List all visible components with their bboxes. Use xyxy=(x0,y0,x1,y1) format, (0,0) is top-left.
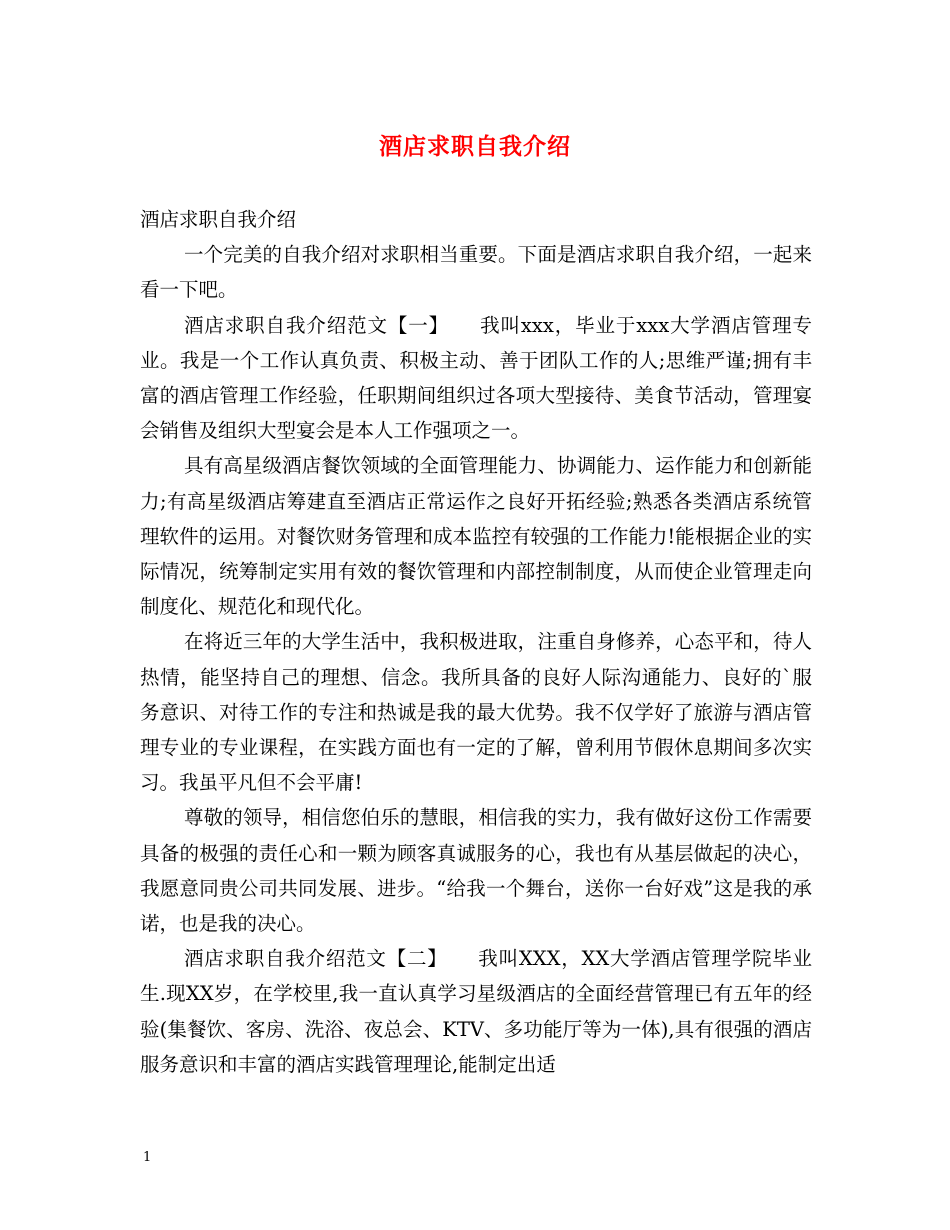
paragraph-intro: 一个完美的自我介绍对求职相当重要。下面是酒店求职自我介绍，一起来看一下吧。 xyxy=(140,243,812,302)
paragraph-abilities: 具有高星级酒店餐饮领域的全面管理能力、协调能力、运作能力和创新能力;有高星级酒店筹建直至酒店正常运作之良好开拓经验;熟悉各类酒店系统管理软件的运用。对餐饮财务管理和成本监控有较强的工作能力!能根据企业的实际情况，统筹制定实用有效的餐饮管理和内部控制制度，从而使企业管理走向制度化、规范化和现代化。 xyxy=(140,454,812,619)
paragraph-sample-two: 酒店求职自我介绍范文【二】 我叫XXX，XX大学酒店管理学院毕业生.现XX岁，在学校里,我一直认真学习星级酒店的全面经营管理已有五年的经验(集餐饮、客房、洗浴、夜总会、KTV、多功能厅等为一体),具有很强的酒店服务意识和丰富的酒店实践管理理论,能制定出适 xyxy=(140,947,812,1076)
paragraph-university-life: 在将近三年的大学生活中，我积极进取，注重自身修养，心态平和，待人热情，能坚持自己的理想、信念。我所具备的良好人际沟通能力、良好的`服务意识、对待工作的专注和热诚是我的最大优势。我不仅学好了旅游与酒店管理专业的专业课程，在实践方面也有一定的了解，曾利用节假休息期间多次实习。我虽平凡但不会平庸! xyxy=(140,630,812,795)
page-number: 1 xyxy=(143,1150,152,1165)
body-heading: 酒店求职自我介绍 xyxy=(140,208,297,231)
paragraph-sample-one: 酒店求职自我介绍范文【一】 我叫xxx，毕业于xxx大学酒店管理专业。我是一个工作认真负责、积极主动、善于团队工作的人;思维严谨;拥有丰富的酒店管理工作经验，任职期间组织过各项大型接待、美食节活动，管理宴会销售及组织大型宴会是本人工作强项之一。 xyxy=(140,313,812,443)
paragraph-closing: 尊敬的领导，相信您伯乐的慧眼，相信我的实力，我有做好这份工作需要具备的极强的责任心和一颗为顾客真诚服务的心，我也有从基层做起的决心，我愿意同贵公司共同发展、进步。“给我一个舞台，送你一台好戏”这是我的承诺，也是我的决心。 xyxy=(140,806,812,936)
document-title: 酒店求职自我介绍 xyxy=(379,133,571,160)
document-body xyxy=(140,202,812,1082)
